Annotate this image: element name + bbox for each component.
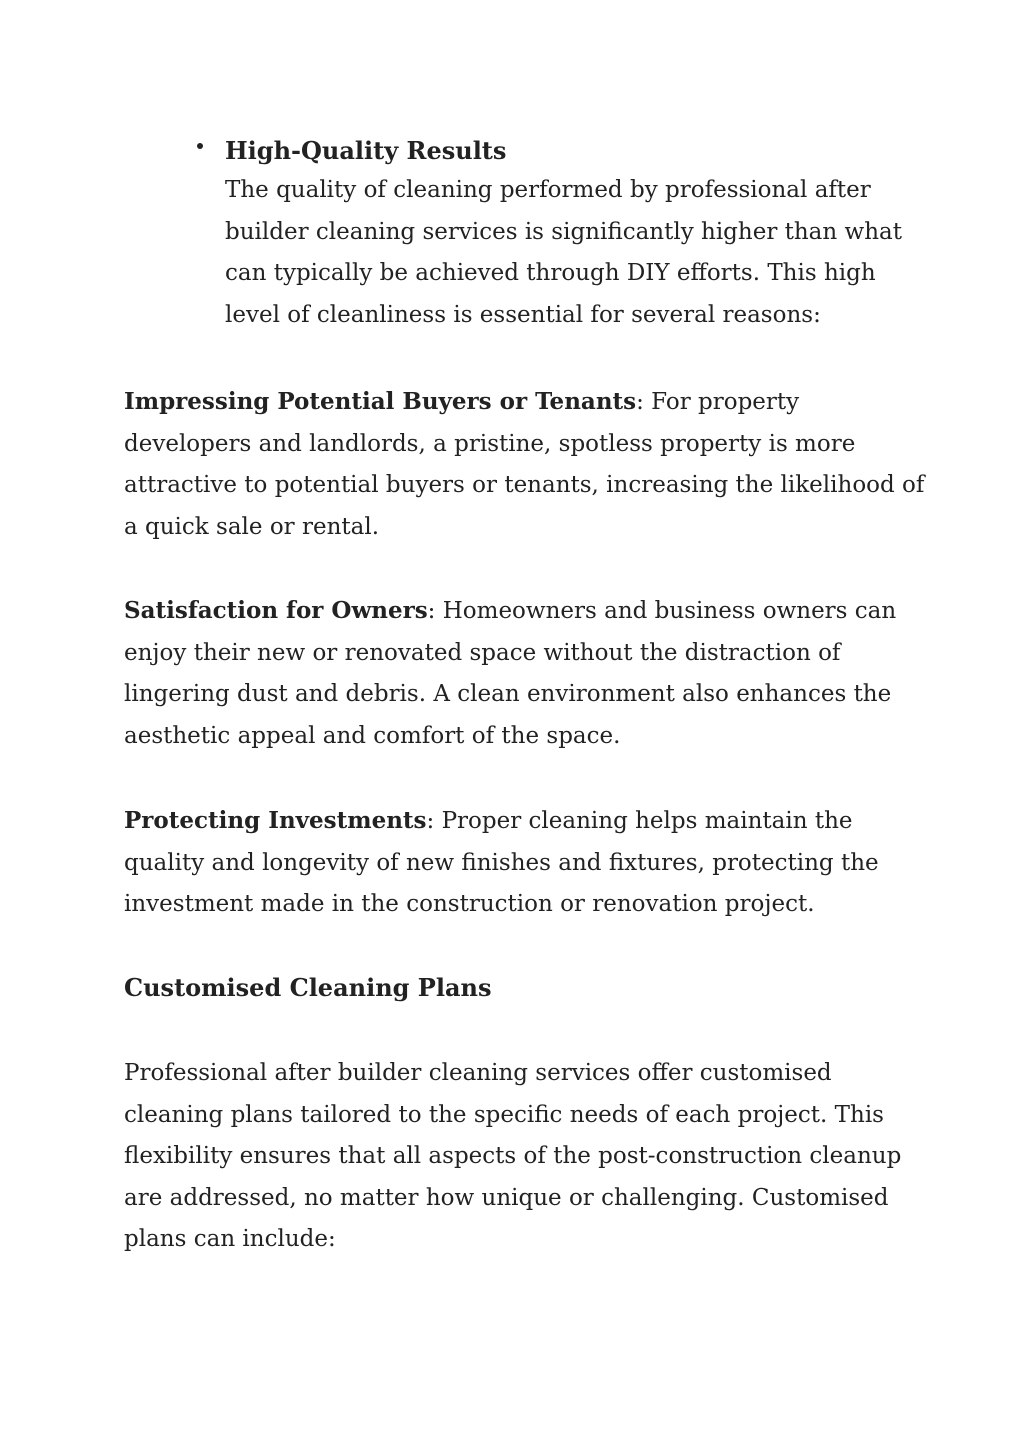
paragraph-line: quality and longevity of new finishes and fixtures, protecting the xyxy=(124,849,879,876)
paragraph-line: plans can include: xyxy=(124,1226,336,1252)
paragraph-line: developers and landlords, a pristine, spotless property is more xyxy=(124,430,856,457)
paragraph-line: Professional after builder cleaning services offer customised xyxy=(124,1060,832,1086)
bullet-body-line: The quality of cleaning performed by professional after xyxy=(225,177,871,203)
bullet-item-high-quality-results xyxy=(225,134,905,336)
paragraph-lead-rest: : For property xyxy=(636,389,800,415)
paragraph-line: flexibility ensures that all aspects of the post-construction cleanup xyxy=(124,1143,902,1169)
bullet-body-line: builder cleaning services is significantly higher than what xyxy=(225,218,902,245)
section-heading-customised-plans: Customised Cleaning Plans xyxy=(124,973,492,1002)
paragraph-line: lingering dust and debris. A clean environment also enhances the xyxy=(124,681,892,707)
paragraph-lead-rest: : Homeowners and business owners can xyxy=(427,598,897,624)
paragraph-line: aesthetic appeal and comfort of the space. xyxy=(124,722,621,749)
paragraph-line xyxy=(124,800,914,843)
bullet-dot-icon xyxy=(197,143,203,149)
paragraph-lead-rest: : Proper cleaning helps maintain the xyxy=(426,808,853,834)
paragraph-impressing-buyers xyxy=(124,381,925,548)
paragraph-lead: Protecting Investments xyxy=(124,807,427,834)
paragraph-line: are addressed, no matter how unique or challenging. Customised xyxy=(124,1184,889,1211)
paragraph-customised-plans xyxy=(124,1053,914,1261)
bullet-body xyxy=(225,170,905,336)
paragraph-line xyxy=(124,590,914,633)
bullet-body-line: level of cleanliness is essential for several reasons: xyxy=(225,301,821,328)
paragraph-satisfaction-owners xyxy=(124,590,914,757)
bullet-title: High-Quality Results xyxy=(225,136,507,165)
paragraph-line xyxy=(124,381,914,424)
paragraph-lead: Impressing Potential Buyers or Tenants xyxy=(124,388,637,415)
paragraph-line: enjoy their new or renovated space without the distraction of xyxy=(124,639,841,666)
paragraph-line: investment made in the construction or renovation project. xyxy=(124,891,815,917)
paragraph-line: cleaning plans tailored to the specific needs of each project. This xyxy=(124,1101,884,1128)
paragraph-lead: Satisfaction for Owners xyxy=(124,597,428,624)
paragraph-protecting-investments xyxy=(124,800,914,926)
bullet-body-line: can typically be achieved through DIY efforts. This high xyxy=(225,260,876,286)
paragraph-line: attractive to potential buyers or tenants, increasing the likelihood of xyxy=(124,472,925,498)
paragraph-line: a quick sale or rental. xyxy=(124,513,380,540)
